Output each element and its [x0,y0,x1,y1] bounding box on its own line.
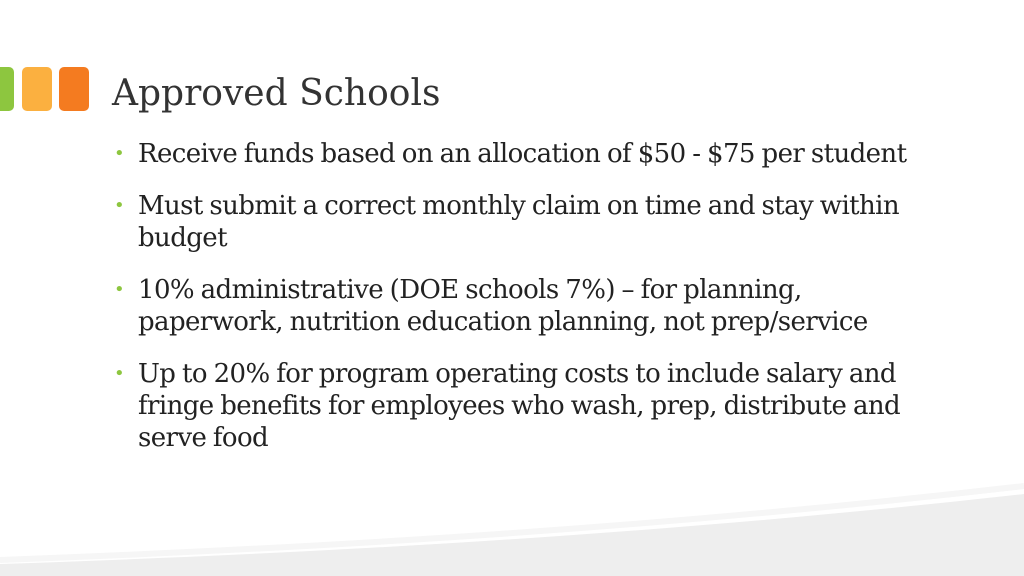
bullet-item [112,190,912,254]
bullet-item [112,358,912,454]
accent-block-yellow [22,67,52,111]
bullet-item [112,274,912,338]
bullet-text: 10% administrative (DOE schools 7%) – for planning, paperwork, nutrition education planning, not prep/service [138,275,868,337]
bullet-text: Receive funds based on an allocation of $50 - $75 per student [138,139,907,169]
accent-block-green [0,67,14,111]
bullet-list [112,138,912,474]
accent-block-orange [59,67,89,111]
bullet-icon: • [114,195,125,216]
bullet-icon: • [114,279,125,300]
bullet-text: Up to 20% for program operating costs to include salary and fringe benefits for employees who wash, prep, distribute and serve food [138,359,901,453]
bullet-icon: • [114,143,125,164]
bullet-icon: • [114,363,125,384]
slide-title: Approved Schools [112,73,441,114]
bullet-item [112,138,912,170]
bullet-text: Must submit a correct monthly claim on time and stay within budget [138,191,900,253]
